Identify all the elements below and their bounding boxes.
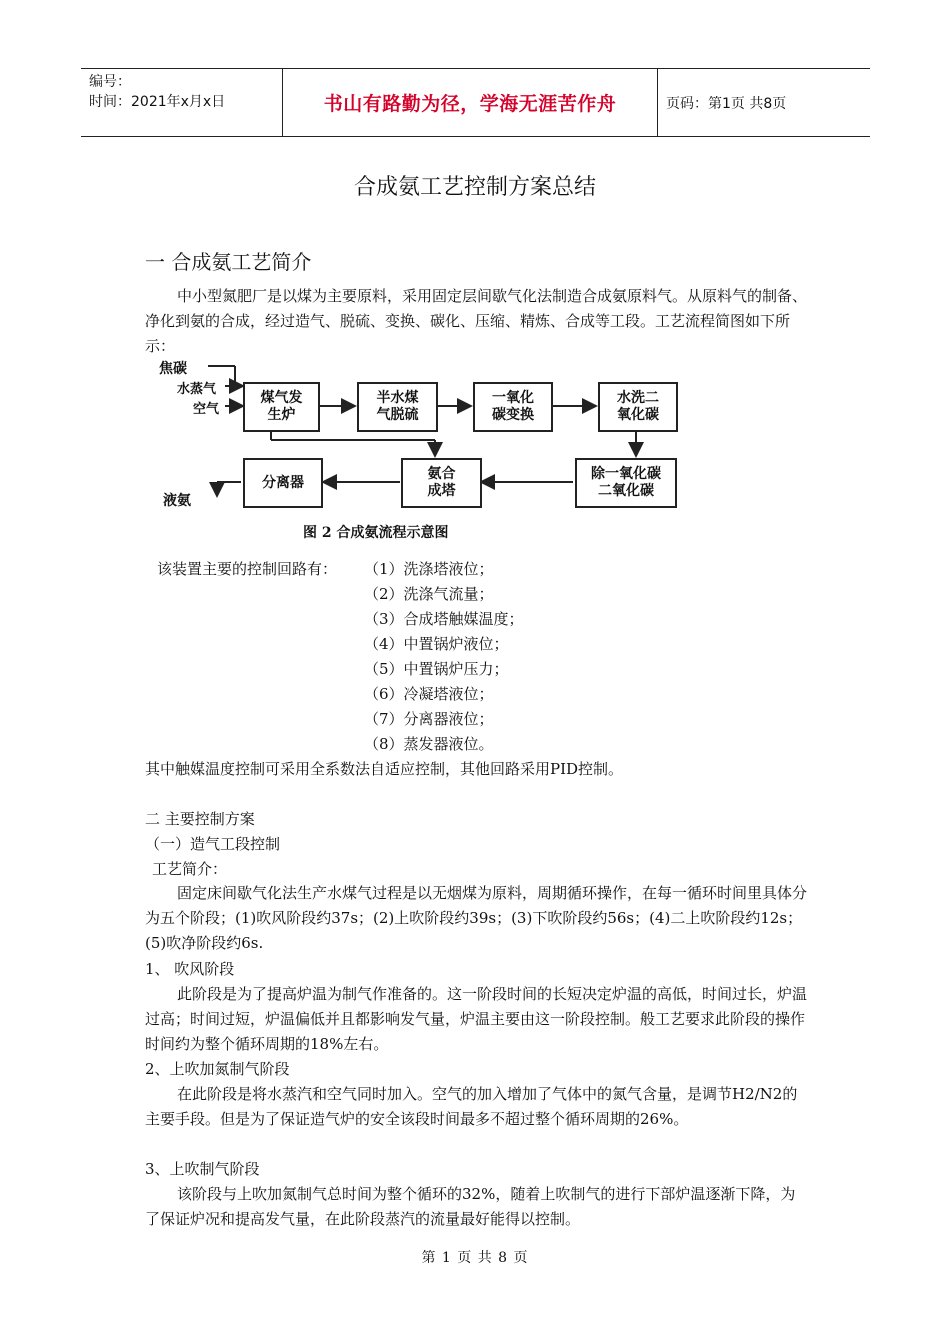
- box-co-shift: [473, 382, 553, 432]
- output-liquid-ammonia: 液氨: [163, 493, 191, 509]
- stage3-text: 该阶段与上吹加氮制气总时间为整个循环的32%，随着上吹制气的进行下部炉温逐渐下降，为了保证炉况和提高发气量，在此阶段蒸汽的流量最好能得以控制。: [145, 1185, 796, 1228]
- number-label: 编号：: [89, 74, 131, 90]
- box-text: 生炉: [267, 407, 296, 423]
- header-table: [81, 68, 870, 137]
- page-footer: 第 1 页 共 8 页: [421, 1250, 529, 1266]
- box-water-wash: [598, 382, 678, 432]
- section2-sub1: （一）造气工段控制: [145, 835, 281, 853]
- header-divider: [657, 69, 658, 136]
- section2-heading: 二 主要控制方案: [145, 810, 255, 828]
- process-text: 固定床间歇气化法生产水煤气过程是以无烟煤为原料，周期循环操作，在每一循环时间里具体分为五个阶段；(1)吹风阶段约37s；(2)上吹阶段约39s；(3)下吹阶段约56s；(4)二上吹阶段约12s；(5)吹净阶段约6s.: [145, 884, 808, 952]
- process-label: 工艺简介：: [152, 860, 228, 878]
- box-text: 除一氧化碳: [591, 466, 661, 482]
- box-text: 碳变换: [492, 407, 534, 423]
- loop-item: （1）洗涤塔液位；: [364, 560, 494, 578]
- box-synthesis-tower: [401, 458, 482, 508]
- box-text: 成塔: [427, 483, 456, 499]
- input-coke: 焦碳: [159, 361, 187, 377]
- loop-item: （4）中置锅炉液位；: [364, 635, 509, 653]
- box-text: 氨合: [427, 466, 456, 482]
- box-text: 水洗二: [617, 390, 659, 406]
- input-air: 空气: [193, 402, 220, 417]
- box-gas-generator: [243, 382, 320, 432]
- loops-intro: 该装置主要的控制回路有：: [157, 560, 338, 578]
- diagram-caption: 图 2 合成氨流程示意图: [303, 525, 449, 541]
- section1-intro: 中小型氮肥厂是以煤为主要原料，采用固定层间歇气化法制造合成氨原料气。从原料气的制备、净化到氨的合成，经过造气、脱硫、变换、碳化、压缩、精炼、合成等工段。工艺流程简图如下所示：: [145, 287, 808, 355]
- box-separator: [243, 458, 323, 508]
- doc-title: 合成氨工艺控制方案总结: [353, 175, 596, 200]
- box-text: 一氧化: [492, 390, 534, 406]
- loop-item: （2）洗涤气流量；: [364, 585, 494, 603]
- stage2-text: 在此阶段是将水蒸汽和空气同时加入。空气的加入增加了气体中的氮气含量，是调节H2/N2的主要手段。但是为了保证造气炉的安全该段时间最多不超过整个循环周期的26%。: [145, 1085, 798, 1128]
- section1-heading: 一 合成氨工艺简介: [145, 250, 312, 274]
- box-text: 分离器: [262, 474, 304, 491]
- box-text: 半水煤: [376, 390, 419, 406]
- loop-item: （5）中置锅炉压力；: [364, 660, 509, 678]
- loop-item: （6）冷凝塔液位；: [364, 685, 494, 703]
- stage1-title: 1、 吹风阶段: [145, 960, 235, 978]
- stage2-title: 2、上吹加氮制气阶段: [145, 1060, 290, 1078]
- loop-item: （8）蒸发器液位。: [364, 735, 494, 753]
- header-motto: 书山有路勤为径，学海无涯苦作舟: [323, 93, 617, 115]
- header-page-info: 页码：第1页 共8页: [666, 96, 787, 112]
- box-text: 二氧化碳: [598, 483, 654, 499]
- loops-note: 其中触媒温度控制可采用全系数法自适应控制，其他回路采用PID控制。: [145, 760, 624, 778]
- loop-item: （7）分离器液位；: [364, 710, 494, 728]
- box-text: 煤气发: [260, 390, 303, 406]
- date-label: 时间：2021年x月x日: [89, 94, 226, 110]
- input-steam: 水蒸气: [177, 382, 217, 397]
- loop-item: （3）合成塔触媒温度；: [364, 610, 524, 628]
- process-flow-diagram: [153, 354, 698, 550]
- box-text: 氧化碳: [617, 407, 659, 423]
- box-co-co2-removal: [575, 458, 677, 508]
- box-desulfurization: [357, 382, 438, 432]
- stage1-text: 此阶段是为了提高炉温为制气作准备的。这一阶段时间的长短决定炉温的高低，时间过长，炉温过高；时间过短，炉温偏低并且都影响发气量，炉温主要由这一阶段控制。般工艺要求此阶段的操作时间约为整个循环周期的18%左右。: [145, 985, 808, 1053]
- stage3-title: 3、上吹制气阶段: [145, 1160, 260, 1178]
- header-left: [89, 72, 225, 112]
- box-text: 气脱硫: [376, 407, 419, 423]
